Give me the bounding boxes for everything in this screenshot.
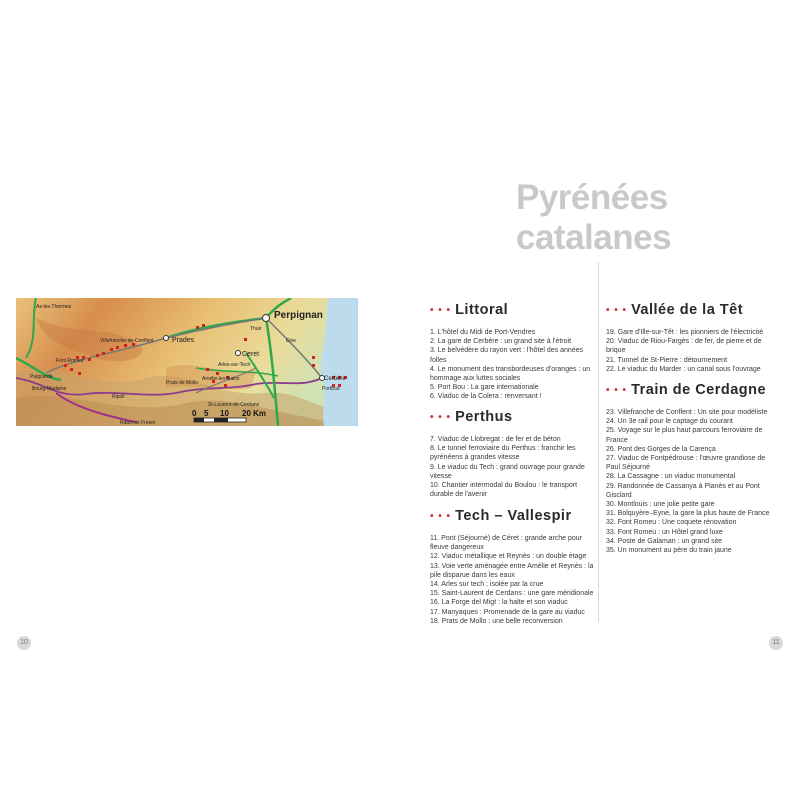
list-item: 4. Le monument des transbordeuses d'oranges : un <box>430 365 591 373</box>
list-item: 20. Viaduc de Riou-Fargès : de fer, de pierre et de <box>606 338 762 346</box>
railway-map <box>16 298 358 426</box>
section-vallee-tet <box>606 300 791 374</box>
section-train-cerdagne <box>606 380 791 555</box>
dots-ornament: • • • <box>430 304 452 316</box>
section-title: Tech – Vallespir <box>455 508 572 524</box>
section-title: Littoral <box>455 302 509 318</box>
item-list <box>430 534 595 626</box>
dots-ornament: • • • <box>430 510 452 522</box>
list-item: 14. Arles sur tech : isolée par la crue <box>430 581 544 589</box>
label-prats: Prats de Mollo <box>166 380 198 386</box>
page-title <box>516 178 671 258</box>
list-item: 8. Le tunnel ferroviaire du Perthus : franchir les <box>430 445 576 453</box>
page-number-left: 10 <box>17 636 31 650</box>
list-item: 1. L'hôtel du Midi de Port-Vendres <box>430 329 536 336</box>
list-item: pile disparue dans les eaux <box>430 571 515 579</box>
list-item: vitesse <box>430 472 452 480</box>
item-list <box>606 408 791 555</box>
list-item: 5. Port Bou : La gare internationale <box>430 384 539 392</box>
section-header <box>606 300 791 320</box>
label-prades: Prades <box>172 337 195 344</box>
list-item: fleuve dangereux <box>430 544 484 552</box>
item-list <box>430 435 595 499</box>
list-item: 7. Viaduc de Llobregat : de fer et de béton <box>430 436 561 443</box>
list-item: Gisclard <box>606 491 632 499</box>
section-tech-vallespir <box>430 506 595 626</box>
item-list <box>606 328 791 374</box>
list-item: 6. Viaduc de la Colera : renversant ! <box>430 393 542 401</box>
list-item: 28. La Cassagne : un viaduc monumental <box>606 473 736 481</box>
list-item: 3. Le belvédère du rayon vert : l'hôtel des années <box>430 347 584 355</box>
list-item: 27. Viaduc de Fontpédrouse : l'œuvre grandiose de <box>606 455 766 463</box>
ceret-dot <box>236 351 241 356</box>
perpignan-dot <box>263 315 270 322</box>
label-villefranche: Villefranche-de-Conflent <box>100 338 154 344</box>
section-title: Vallée de la Têt <box>631 302 744 318</box>
label-ceret: Ceret <box>242 351 260 358</box>
label-arles: Arles-sur-Tech <box>218 362 251 368</box>
list-item: durable de l'avenir <box>430 491 487 499</box>
list-item: folles <box>430 356 447 364</box>
label-portbou: Portbou <box>322 386 340 392</box>
list-item: brique <box>606 347 626 355</box>
prades-dot <box>164 336 169 341</box>
list-item: 34. Poste de Galaman : un grand site <box>606 537 722 545</box>
list-item: 16. La Forge del Migt : la halte et son viaduc <box>430 599 568 607</box>
list-item: France <box>606 436 628 444</box>
section-title: Perthus <box>455 409 513 425</box>
list-item: hommage aux luttes sociales <box>430 375 521 383</box>
list-item: 10. Chantier intermodal du Boulou : le transport <box>430 482 578 490</box>
list-item: 32. Font Romeu : Une coquete rénovation <box>606 519 737 527</box>
label-cerbere: Cerbère <box>324 376 346 382</box>
dots-ornament: • • • <box>606 304 628 316</box>
list-item: 15. Saint-Laurent de Cerdans : une gare méridionale <box>430 590 594 598</box>
scale-10: 10 <box>220 409 229 418</box>
scale-0: 0 <box>192 409 197 418</box>
list-item: 33. Font Romeu : un Hôtel grand luxe <box>606 528 723 536</box>
list-item: pyrénéens à grandes vitesse <box>430 454 520 462</box>
section-header <box>430 300 595 320</box>
list-item: 22. Le viaduc du Marder : un canal sous l'ouvrage <box>606 365 761 373</box>
label-elne: Elne <box>286 338 297 344</box>
label-ax: Ax-les-Thermes <box>36 304 72 310</box>
section-littoral <box>430 300 595 402</box>
list-item: 19. Gare d'Ille-sur-Têt : les pionniers de l'électricité <box>606 329 764 336</box>
title-line-1: Pyrénées <box>516 178 668 217</box>
list-item: 24. Un 3e rail pour le captage du courant <box>606 418 733 426</box>
list-item: 13. Voie verte aménagée entre Amélie et Reynès : la <box>430 562 594 570</box>
section-header <box>430 506 595 526</box>
list-item: 12. Viaduc métallique et Reynès : un double étage <box>430 553 587 561</box>
label-fontromeu: Font Romeu <box>56 358 84 364</box>
label-perpignan: Perpignan <box>274 310 323 321</box>
section-header <box>606 380 791 400</box>
list-item: Paul Séjourné <box>606 464 650 472</box>
sea-area <box>321 298 358 426</box>
page-number-right: 11 <box>769 636 783 650</box>
dots-ornament: • • • <box>430 411 452 423</box>
list-item: 9. Le viaduc du Tech : grand ouvrage pour grande <box>430 463 585 471</box>
list-item: 11. Pont (Séjourné) de Céret : grande arche pour <box>430 535 583 542</box>
section-header <box>430 407 595 427</box>
list-item: 2. La gare de Cerbère : un grand site à l'étroit <box>430 338 572 346</box>
list-item: 23. Villefranche de Conflent : Un site pour modéliste <box>606 409 768 416</box>
section-title: Train de Cerdagne <box>631 382 767 398</box>
label-saintlaurent: St-Laurent-de-Cerdans <box>208 402 260 408</box>
list-item: 30. Montlouis : une jolie petite gare <box>606 501 715 509</box>
label-ribes: Ribes de Freser <box>120 420 156 426</box>
list-item: 26. Pont des Gorges de la Carença <box>606 445 716 453</box>
scale-5: 5 <box>204 409 209 418</box>
list-item: 21. Tunnel de St-Pierre : détournement <box>606 356 728 364</box>
list-item: 18. Prats de Mollo : une belle reconversion <box>430 617 563 625</box>
scale-20: 20 Km <box>242 409 267 418</box>
label-ripoll: Ripoll <box>112 394 125 400</box>
title-line-2: catalanes <box>516 218 672 257</box>
item-list <box>430 328 595 402</box>
column-divider <box>598 262 599 622</box>
label-puigcerda: Puigcerdà <box>30 374 53 380</box>
list-item: 17. Manyaques : Promenade de la gare au viaduc <box>430 608 585 616</box>
list-item: 31. Bolquyère–Eyne, la gare la plus haute de France <box>606 510 770 518</box>
dots-ornament: • • • <box>606 384 628 396</box>
label-amelie: Amélie-les-Bains <box>202 376 240 382</box>
section-perthus <box>430 407 595 499</box>
label-thuir: Thuir <box>250 326 262 332</box>
list-item: 29. Randonnée de Cassanya à Planès et au Pont <box>606 482 760 490</box>
label-bourg: Bourg-Madame <box>32 386 67 392</box>
list-item: 35. Un monument au père du train jaune <box>606 547 732 555</box>
list-item: 25. Voyage sur le plus haut parcours ferroviaire de <box>606 427 763 435</box>
